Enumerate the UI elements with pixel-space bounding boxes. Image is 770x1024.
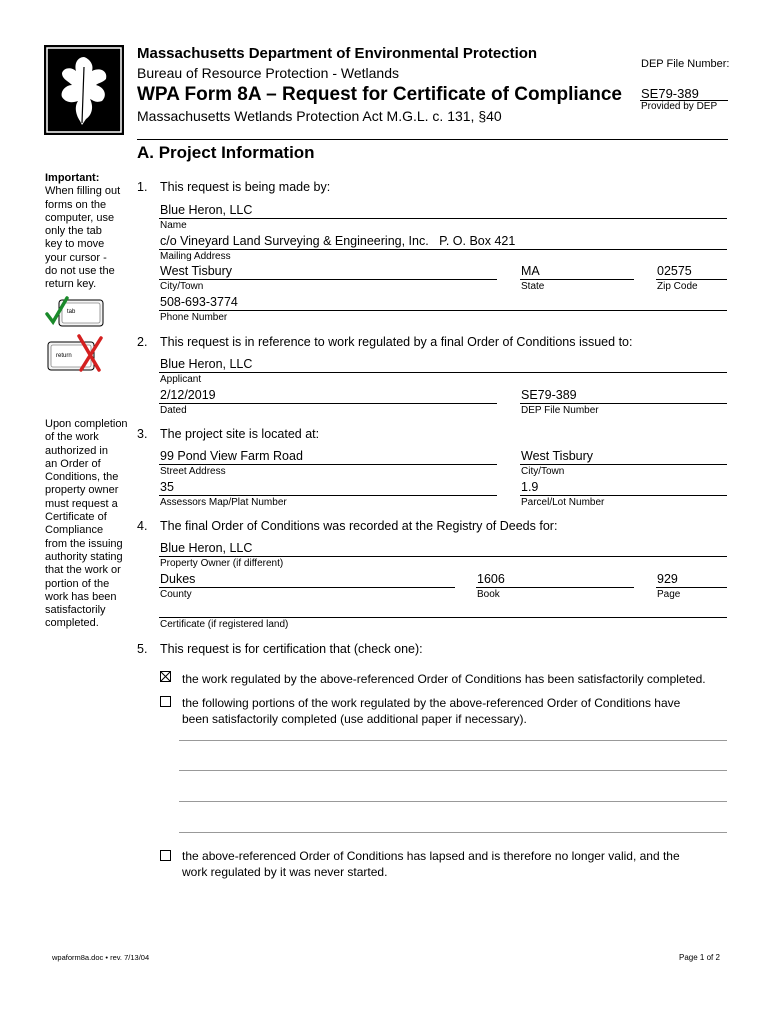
mailing-address-label: Mailing Address (160, 251, 231, 262)
assessors-map-field[interactable]: 35 (160, 480, 174, 494)
field-line (159, 556, 727, 557)
footer-page-number: Page 1 of 2 (679, 953, 720, 962)
dep-file-number-value[interactable]: SE79-389 (641, 86, 699, 101)
q1-text: This request is being made by: (160, 180, 331, 194)
field-line (159, 279, 497, 280)
oak-leaf-icon (44, 45, 124, 135)
act-citation: Massachusetts Wetlands Protection Act M.G.L. c. 131, §40 (137, 108, 502, 124)
field-line (520, 279, 634, 280)
q1-number: 1. (137, 180, 148, 194)
dated-label: Dated (160, 405, 187, 416)
completion-line: completed. (45, 617, 99, 630)
site-city-town-label: City/Town (521, 466, 565, 477)
mailing-address-field[interactable]: c/o Vineyard Land Surveying & Engineering, Inc. P. O. Box 421 (160, 234, 516, 248)
option-partial-text (182, 696, 680, 727)
field-line (520, 464, 727, 465)
completion-line: an Order of (45, 457, 101, 470)
state-field[interactable]: MA (521, 264, 540, 278)
field-line (159, 218, 727, 219)
completion-line: Upon completion (45, 418, 128, 430)
dep-file-number-label-2: DEP File Number (521, 405, 599, 416)
completion-line: authority stating (45, 550, 123, 563)
q3-number: 3. (137, 427, 148, 441)
important-line: do not use the (45, 265, 115, 278)
applicant-label: Applicant (160, 374, 202, 385)
completion-line: Certificate of (45, 511, 107, 524)
completion-line: of the work (45, 431, 99, 444)
important-line: computer, use (45, 211, 115, 224)
state-label: State (521, 281, 545, 292)
dep-file-number-label: DEP File Number: (641, 58, 730, 70)
site-city-town-field[interactable]: West Tisbury (521, 449, 594, 463)
completion-line: authorized in (45, 444, 108, 457)
option-partial-checkbox[interactable] (160, 696, 171, 707)
assessors-map-label: Assessors Map/Plat Number (160, 497, 287, 508)
completion-line: work has been (45, 590, 117, 603)
completion-line: Conditions, the (45, 471, 119, 484)
footer-file-revision: wpaform8a.doc • rev. 7/13/04 (52, 953, 150, 962)
property-owner-field[interactable]: Blue Heron, LLC (160, 541, 253, 555)
form-title (137, 84, 622, 106)
page-label: Page (657, 589, 681, 600)
phone-number-field[interactable]: 508-693-3774 (160, 295, 238, 309)
dated-field[interactable]: 2/12/2019 (160, 388, 216, 402)
tab-key-icon (45, 296, 105, 330)
q4-number: 4. (137, 519, 148, 533)
completion-line: satisfactorily (45, 604, 106, 617)
zip-code-field[interactable]: 02575 (657, 264, 692, 278)
field-line (656, 279, 727, 280)
field-line (520, 403, 727, 404)
phone-number-label: Phone Number (160, 312, 228, 323)
completion-line: must request a (45, 497, 118, 510)
agency-name: Massachusetts Department of Environmental Protection (137, 45, 538, 62)
bureau-name: Bureau of Resource Protection - Wetlands (137, 65, 399, 81)
completion-line: from the issuing (45, 537, 123, 550)
field-line (159, 249, 727, 250)
header-divider (137, 139, 728, 140)
parcel-lot-field[interactable]: 1.9 (521, 480, 539, 494)
form-title-subtitle: Request for Certificate of Compliance (282, 84, 622, 105)
form-title-dash: – (266, 84, 277, 105)
return-key-icon (45, 334, 107, 374)
county-field[interactable]: Dukes (160, 572, 196, 586)
page-field[interactable]: 929 (657, 572, 678, 586)
form-title-number: WPA Form 8A (137, 84, 261, 105)
important-line: forms on the (45, 198, 107, 211)
option-partial-line: the following portions of the work regulated by the above-referenced Order of Conditions have (182, 696, 681, 710)
field-line (656, 587, 727, 588)
option-lapsed-line: the above-referenced Order of Conditions has lapsed and is therefore no longer valid, and the (182, 849, 680, 863)
partial-description-line[interactable] (179, 832, 727, 833)
option-lapsed-line: work regulated by it was never started. (182, 864, 388, 879)
important-note (45, 172, 120, 292)
requester-name-field[interactable]: Blue Heron, LLC (160, 203, 253, 217)
field-line (159, 372, 727, 373)
important-line: return key. (45, 278, 97, 291)
certificate-field[interactable] (159, 617, 727, 618)
q5-text: This request is for certification that (check one): (160, 642, 423, 656)
completion-line: property owner (45, 484, 119, 497)
dep-file-number-field[interactable]: SE79-389 (521, 388, 577, 402)
q4-text: The final Order of Conditions was recorded at the Registry of Deeds for: (160, 519, 558, 533)
return-key-label: return (56, 353, 72, 359)
important-title: Important: (45, 172, 100, 184)
field-line (520, 495, 727, 496)
street-address-field[interactable]: 99 Pond View Farm Road (160, 449, 303, 463)
completion-line: portion of the (45, 577, 110, 590)
important-line: When filling out (45, 185, 121, 198)
section-a-title: A. Project Information (137, 143, 315, 162)
partial-description-line[interactable] (179, 801, 727, 802)
zip-code-label: Zip Code (657, 281, 698, 292)
name-label: Name (160, 220, 187, 231)
completion-note (45, 418, 128, 631)
option-completed-text: the work regulated by the above-referenced Order of Conditions has been satisfactorily completed. (182, 672, 706, 686)
field-line (159, 464, 497, 465)
field-line (159, 310, 727, 311)
city-town-label: City/Town (160, 281, 204, 292)
important-line: key to move (45, 238, 105, 251)
option-lapsed-checkbox[interactable] (160, 850, 171, 861)
option-partial-line: been satisfactorily completed (use additional paper if necessary). (182, 711, 527, 726)
partial-description-line[interactable] (179, 740, 727, 741)
provided-by-dep: Provided by DEP (641, 101, 718, 112)
field-line (159, 403, 497, 404)
q5-number: 5. (137, 642, 148, 656)
tab-key-label: tab (67, 309, 76, 315)
checked-x-icon (160, 671, 171, 682)
property-owner-label: Property Owner (if different) (160, 558, 284, 569)
option-completed-checkbox[interactable] (160, 671, 171, 682)
field-line (476, 587, 634, 588)
important-line: only the tab (45, 225, 102, 238)
certificate-label: Certificate (if registered land) (160, 619, 289, 630)
field-line (159, 495, 497, 496)
parcel-lot-label: Parcel/Lot Number (521, 497, 605, 508)
book-field[interactable]: 1606 (477, 572, 505, 586)
partial-description-line[interactable] (179, 770, 727, 771)
q2-text: This request is in reference to work regulated by a final Order of Conditions issued to: (160, 335, 633, 349)
applicant-field[interactable]: Blue Heron, LLC (160, 357, 253, 371)
important-line: your cursor - (45, 251, 107, 264)
book-label: Book (477, 589, 500, 600)
q2-number: 2. (137, 335, 148, 349)
street-address-label: Street Address (160, 466, 226, 477)
city-town-field[interactable]: West Tisbury (160, 264, 233, 278)
completion-line: Compliance (45, 524, 104, 537)
field-line (159, 587, 455, 588)
option-lapsed-text (182, 849, 680, 880)
county-label: County (160, 589, 192, 600)
q3-text: The project site is located at: (160, 427, 320, 441)
completion-line: that the work or (45, 564, 121, 577)
dep-logo (44, 45, 124, 135)
